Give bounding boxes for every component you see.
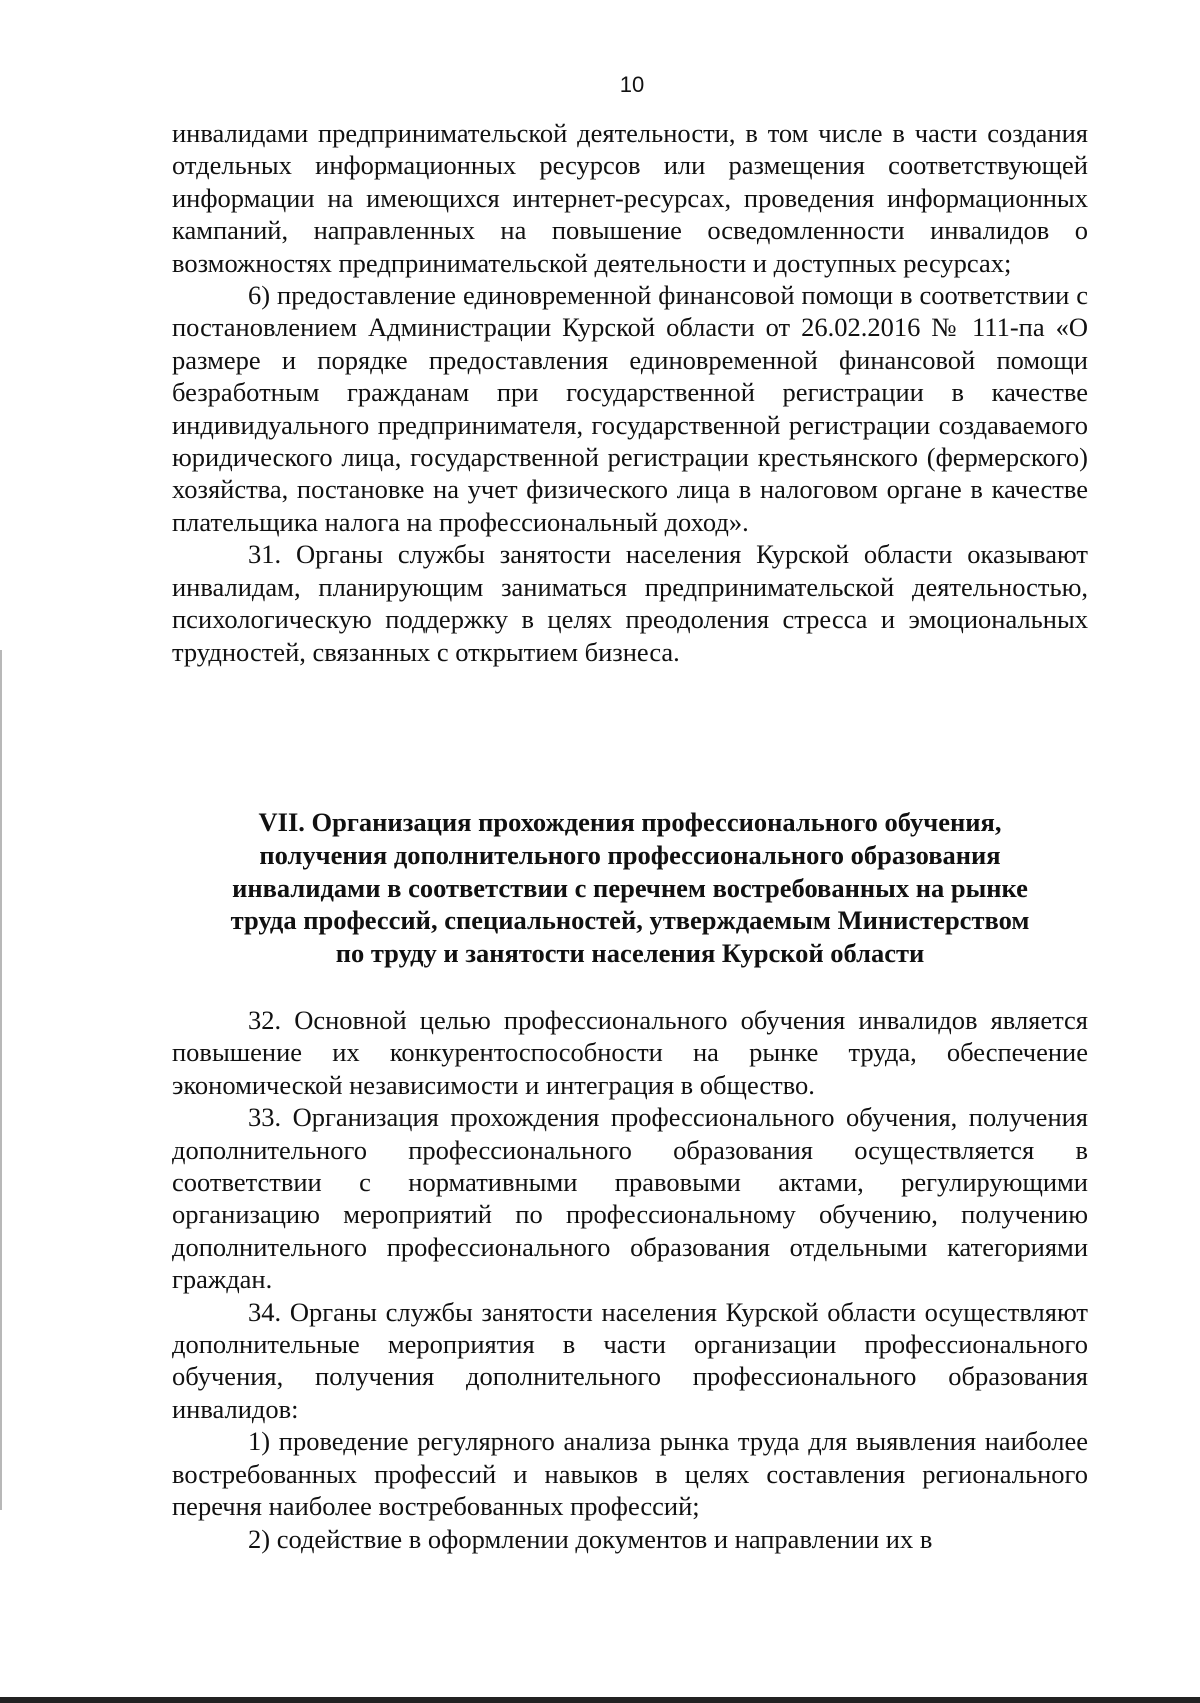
heading-line: VII. Организация прохождения профессионального обучения,	[258, 807, 1002, 837]
body-text-lower	[172, 1004, 1088, 1555]
page-number: 10	[619, 72, 645, 97]
section-heading-vii	[172, 806, 1088, 970]
paragraph-32: 32. Основной целью профессионального обучения инвалидов является повышение их конкурентоспособности на рынке труда, обеспечение экономической независимости и интеграция в общество.	[172, 1005, 1088, 1100]
list-item-2: 2) содействие в оформлении документов и направлении их в	[248, 1523, 933, 1554]
heading-line: получения дополнительного профессионального образования	[259, 839, 1001, 870]
body-text-upper	[172, 117, 1088, 668]
paragraph-34: 34. Органы службы занятости населения Курской области осуществляют дополнительные мероприятия в части организации профессионального обучения, получения дополнительного профессионального образования инвалидов:	[172, 1296, 1088, 1424]
paragraph-continuation: инвалидами предпринимательской деятельности, в том числе в части создания отдельных информационных ресурсов или размещения соответствующей информации на имеющихся интернет-ресурсах, проведения информационных кампаний, направленных на повышение осведомленности инвалидов о возможностях предпринимательской деятельности и доступных ресурсах;	[172, 118, 1088, 278]
scan-bottom-edge	[0, 1697, 1200, 1703]
paragraph-31: 31. Органы службы занятости населения Курской области оказывают инвалидам, планирующим заниматься предпринимательской деятельностью, психологическую поддержку в целях преодоления стресса и эмоциональных трудностей, связанных с открытием бизнеса.	[172, 539, 1088, 667]
list-item-1: 1) проведение регулярного анализа рынка труда для выявления наиболее востребованных профессий и навыков в целях составления регионального перечня наиболее востребованных профессий;	[172, 1426, 1088, 1522]
list-item-6: 6) предоставление единовременной финансовой помощи в соответствии с постановлением Администрации Курской области от 26.02.2016 № 111-па «О размере и порядке предоставления единовременной финансовой помощи безработным гражданам при государственной регистрации в качестве индивидуального предпринимателя, государственной регистрации создаваемого юридического лица, государственной регистрации крестьянского (фермерского) хозяйства, постановке на учет физического лица в налоговом органе в качестве плательщика налога на профессиональный доход».	[172, 280, 1088, 537]
heading-line: инвалидами в соответствии с перечнем востребованных на рынке	[232, 872, 1028, 903]
heading-line: по труду и занятости населения Курской области	[335, 938, 925, 969]
scan-edge-line	[0, 650, 2, 1510]
heading-line: труда профессий, специальностей, утверждаемым Министерством	[230, 905, 1030, 936]
paragraph-33: 33. Организация прохождения профессионального обучения, получения дополнительного профессионального образования осуществляется в соответствии с нормативными правовыми актами, регулирующими организацию мероприятий по профессиональному обучению, получению дополнительного профессионального образования отдельными категориями граждан.	[172, 1102, 1088, 1295]
